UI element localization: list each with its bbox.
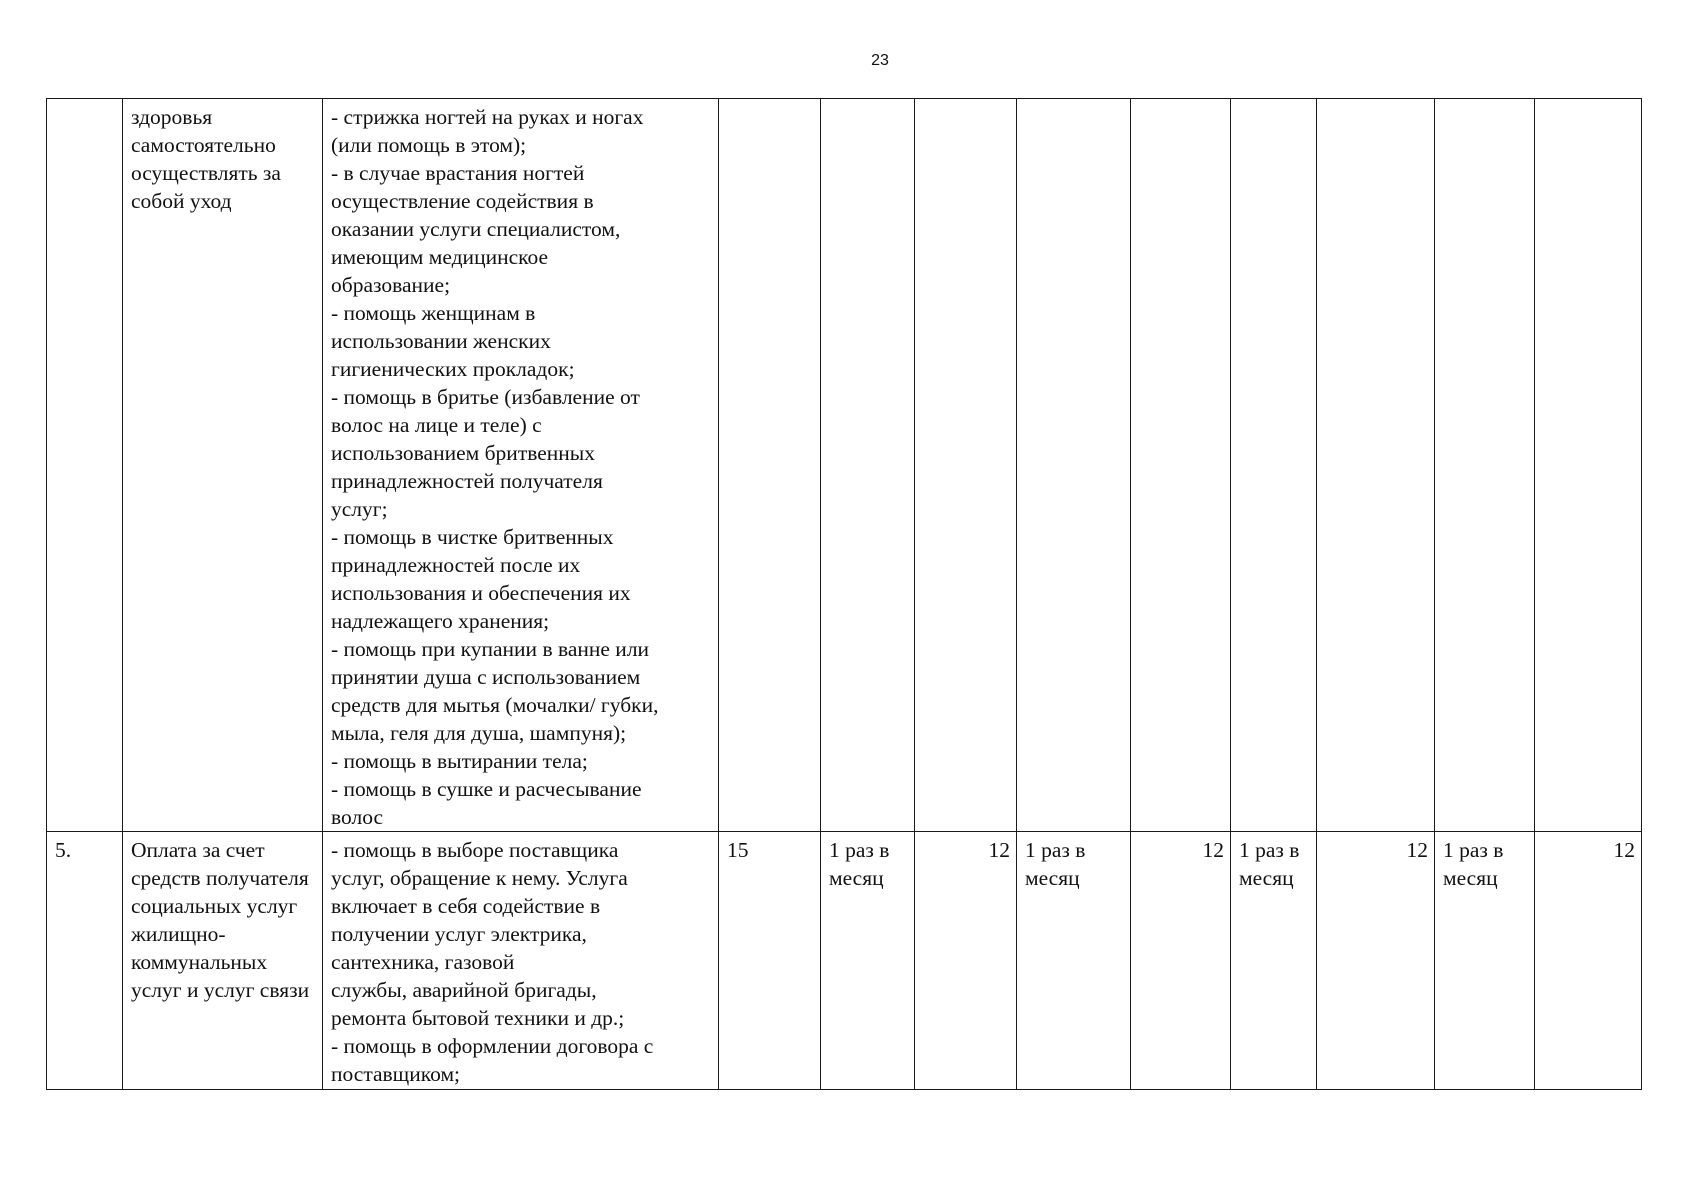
service-line: осуществление содействия в — [331, 189, 594, 213]
table-row — [47, 832, 1642, 1090]
frequency-cell: 1 раз в месяц — [1017, 832, 1131, 1090]
service-line: ремонта бытовой техники и др.; — [331, 1006, 625, 1030]
service-description-cell — [323, 99, 719, 832]
service-line: принадлежностей после их — [331, 553, 581, 577]
value-cell — [1317, 99, 1435, 832]
row-number-cell — [47, 99, 123, 832]
value-cell — [915, 99, 1017, 832]
value-cell: 12 — [1317, 832, 1435, 1090]
service-line: средств для мытья (мочалки/ губки, — [331, 693, 659, 717]
service-line: - помощь в бритье (избавление от — [331, 385, 640, 409]
service-line: имеющим медицинское — [331, 245, 549, 269]
service-line: включает в себя содействие в — [331, 894, 601, 918]
service-line: оказании услуги специалистом, — [331, 217, 621, 241]
value-cell — [719, 99, 821, 832]
value-cell — [1017, 99, 1131, 832]
service-line: (или помощь в этом); — [331, 133, 527, 157]
service-line: - помощь в сушке и расчесывание — [331, 777, 642, 801]
service-line: гигиенических прокладок; — [331, 357, 575, 381]
value-cell: 12 — [1535, 832, 1642, 1090]
row-number-cell: 5. — [47, 832, 123, 1090]
frequency-cell: 1 раз в месяц — [1435, 832, 1535, 1090]
service-line: - помощь в чистке бритвенных — [331, 525, 614, 549]
value-cell: 15 — [719, 832, 821, 1090]
value-cell: 12 — [915, 832, 1017, 1090]
frequency-cell: 1 раз в месяц — [1231, 832, 1317, 1090]
service-line: получении услуг электрика, — [331, 922, 587, 946]
service-line: волос — [331, 805, 384, 829]
table-row — [47, 99, 1642, 832]
service-line: - помощь при купании в ванне или — [331, 637, 650, 661]
value-cell: 12 — [1131, 832, 1231, 1090]
services-table — [46, 98, 1642, 1090]
service-line: - помощь в оформлении договора с — [331, 1034, 654, 1058]
page-number: 23 — [871, 52, 889, 69]
service-line: услуг; — [331, 497, 388, 521]
service-line: образование; — [331, 273, 451, 297]
service-line: волос на лице и теле) с — [331, 413, 542, 437]
service-line: поставщиком; — [331, 1062, 461, 1086]
service-line: мыла, геля для душа, шампуня); — [331, 721, 627, 745]
service-line: службы, аварийной бригады, — [331, 978, 597, 1002]
value-cell — [1231, 99, 1317, 832]
service-line: - помощь в вытирании тела; — [331, 749, 588, 773]
service-description-cell — [323, 832, 719, 1090]
service-line: использования и обеспечения их — [331, 581, 631, 605]
service-line: услуг, обращение к нему. Услуга — [331, 866, 628, 890]
service-line: принадлежностей получателя — [331, 469, 603, 493]
value-cell — [821, 99, 915, 832]
service-line: сантехника, газовой — [331, 950, 515, 974]
frequency-cell: 1 раз в месяц — [821, 832, 915, 1090]
value-cell — [1535, 99, 1642, 832]
service-line: - стрижка ногтей на руках и ногах — [331, 105, 644, 129]
service-line: надлежащего хранения; — [331, 609, 550, 633]
value-cell — [1435, 99, 1535, 832]
service-line: использовании женских — [331, 329, 551, 353]
service-line: принятии душа с использованием — [331, 665, 641, 689]
service-name-cell: здоровья самостоятельно осуществлять за собой уход — [123, 99, 323, 832]
service-line: - помощь женщинам в — [331, 301, 536, 325]
value-cell — [1131, 99, 1231, 832]
service-line: - в случае врастания ногтей — [331, 161, 585, 185]
service-line: использованием бритвенных — [331, 441, 595, 465]
service-line: - помощь в выборе поставщика — [331, 838, 619, 862]
service-name-cell: Оплата за счет средств получателя социальных услуг жилищно-коммунальных услуг и услуг связи — [123, 832, 323, 1090]
